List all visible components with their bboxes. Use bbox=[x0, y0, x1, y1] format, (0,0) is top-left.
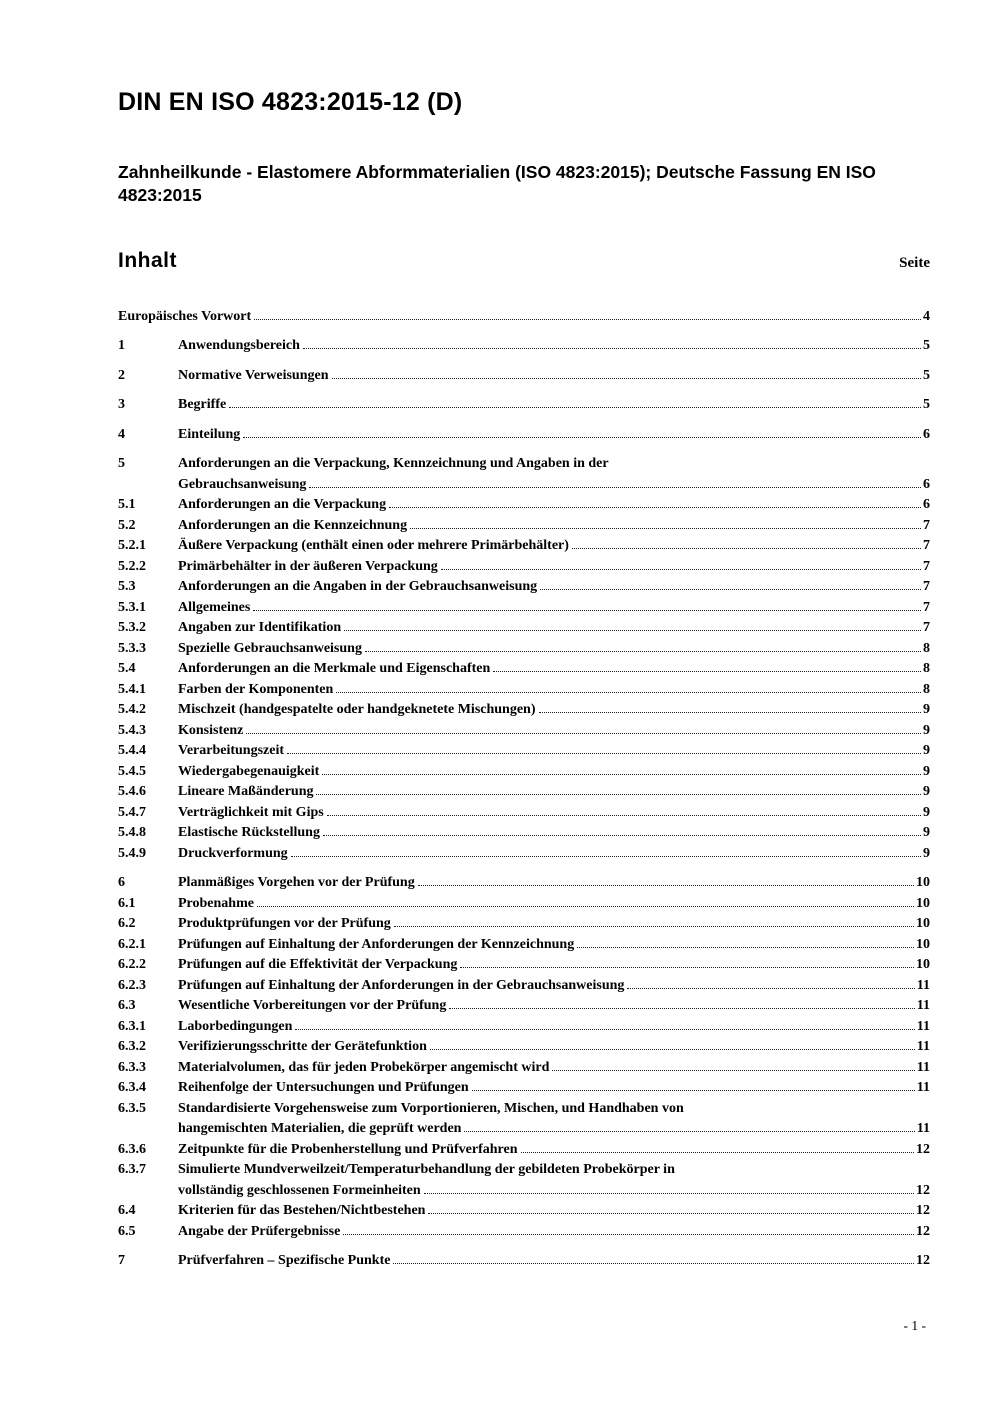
toc-entry-number: 5.4.5 bbox=[118, 763, 146, 779]
toc-entry-title: Anforderungen an die Kennzeichnung bbox=[178, 517, 408, 533]
toc-entry bbox=[118, 1140, 930, 1161]
toc-entry-title: Anforderungen an die Angaben in der Gebrauchsanweisung bbox=[178, 579, 538, 594]
toc-entry-title: Normative Verweisungen bbox=[178, 367, 329, 383]
toc-entry-title: Wiedergabegenauigkeit bbox=[178, 763, 320, 779]
toc-entry-title: Kriterien für das Bestehen/Nichtbestehen bbox=[178, 1203, 426, 1218]
toc-entry-number: 2 bbox=[118, 367, 125, 383]
toc-entry-number: 3 bbox=[118, 397, 125, 412]
toc-entry-number: 5.4.9 bbox=[118, 845, 146, 861]
toc-entry-number: 5.2.1 bbox=[118, 538, 146, 553]
toc-entry-number: 5.4.7 bbox=[118, 804, 146, 820]
toc-entry bbox=[118, 536, 930, 557]
toc-entry-page: 8 bbox=[923, 640, 930, 656]
toc-entry-number: 5.1 bbox=[118, 497, 136, 512]
toc-leader-dots bbox=[291, 856, 921, 857]
toc-entry-page: 12 bbox=[916, 1223, 930, 1239]
toc-entry-page: 10 bbox=[916, 936, 930, 952]
toc-leader-dots bbox=[365, 651, 921, 652]
toc-entry-page: 5 bbox=[923, 397, 930, 412]
toc-entry-page: 6 bbox=[923, 476, 930, 492]
toc-entry bbox=[118, 762, 930, 783]
toc-entry-title: Primärbehälter in der äußeren Verpackung bbox=[178, 558, 438, 574]
toc-entry-title: Farben der Komponenten bbox=[178, 681, 334, 697]
toc-leader-dots bbox=[246, 733, 921, 734]
toc-entry-page: 7 bbox=[923, 538, 930, 553]
toc-entry-number: 5.4.1 bbox=[118, 681, 146, 697]
toc-entry-title: Anforderungen an die Verpackung, Kennzeichnung und Angaben in der bbox=[178, 456, 609, 471]
toc-entry-number: 6.3.1 bbox=[118, 1018, 146, 1034]
toc-header bbox=[118, 249, 930, 273]
toc-entry bbox=[118, 700, 930, 721]
toc-leader-dots bbox=[394, 926, 914, 927]
toc-entry-continuation bbox=[118, 1119, 930, 1140]
toc-entry-number: 6.5 bbox=[118, 1223, 136, 1239]
toc-entry-title: Konsistenz bbox=[178, 722, 244, 738]
toc-entry bbox=[118, 516, 930, 537]
toc-leader-dots bbox=[572, 548, 921, 549]
toc-leader-dots bbox=[539, 712, 922, 713]
toc-entry-continuation bbox=[118, 475, 930, 496]
toc-leader-dots bbox=[322, 774, 921, 775]
toc-entry-page: 6 bbox=[923, 426, 930, 442]
toc-entry-page: 9 bbox=[923, 702, 930, 717]
toc-entry-number: 5.4.8 bbox=[118, 825, 146, 840]
toc-entry-title: Wesentliche Vorbereitungen vor der Prüfung bbox=[178, 998, 447, 1013]
toc-entry-title: Angabe der Prüfergebnisse bbox=[178, 1223, 341, 1239]
toc-entry-number: 6.3.2 bbox=[118, 1039, 146, 1054]
toc-entry bbox=[118, 680, 930, 701]
toc-leader-dots bbox=[552, 1070, 914, 1071]
toc-entry-number: 5 bbox=[118, 456, 125, 471]
toc-entry-continuation bbox=[118, 1181, 930, 1202]
toc-leader-dots bbox=[309, 487, 921, 488]
toc-entry bbox=[118, 721, 930, 742]
toc-entry-title: Anforderungen an die Verpackung bbox=[178, 497, 387, 512]
toc-entry bbox=[118, 1078, 930, 1099]
toc-entry-page: 11 bbox=[916, 1059, 930, 1075]
toc-entry-title: Reihenfolge der Untersuchungen und Prüfungen bbox=[178, 1080, 469, 1095]
toc-entry-number: 1 bbox=[118, 338, 125, 353]
toc-entry-page: 11 bbox=[916, 1018, 930, 1034]
document-title: DIN EN ISO 4823:2015-12 (D) bbox=[118, 88, 463, 116]
toc-leader-dots bbox=[493, 671, 921, 672]
toc-leader-dots bbox=[344, 630, 921, 631]
toc-entry-title: Verifizierungsschritte der Gerätefunktion bbox=[178, 1039, 427, 1054]
toc-entry-page: 8 bbox=[923, 681, 930, 697]
toc-entry bbox=[118, 1058, 930, 1079]
toc-leader-dots bbox=[540, 589, 921, 590]
toc-leader-dots bbox=[389, 507, 921, 508]
toc-entry-title: Planmäßiges Vorgehen vor der Prüfung bbox=[178, 875, 415, 890]
toc-entry-title: hangemischten Materialien, die geprüft werden bbox=[178, 1121, 462, 1136]
toc-leader-dots bbox=[295, 1029, 914, 1030]
toc-entry bbox=[118, 1017, 930, 1038]
toc-entry-title: Prüfungen auf die Effektivität der Verpackung bbox=[178, 957, 458, 972]
toc-entry-page: 11 bbox=[916, 1039, 930, 1054]
toc-entry-page: 7 bbox=[923, 579, 930, 594]
toc-entry bbox=[118, 996, 930, 1017]
toc-entry-page: 12 bbox=[916, 1141, 930, 1157]
toc-entry-title: Standardisierte Vorgehensweise zum Vorportionieren, Mischen, und Handhaben von bbox=[178, 1100, 684, 1116]
toc-entry-number: 5.3 bbox=[118, 579, 136, 594]
toc-entry-number: 5.3.2 bbox=[118, 620, 146, 635]
toc-entry-page: 9 bbox=[923, 804, 930, 820]
toc-entry-page: 5 bbox=[923, 367, 930, 383]
toc-leader-dots bbox=[316, 794, 921, 795]
toc-entry-number: 6.2.3 bbox=[118, 977, 146, 993]
toc-entry-title: Gebrauchsanweisung bbox=[178, 476, 307, 492]
toc-entry-number: 5.4.2 bbox=[118, 702, 146, 717]
toc-page-column-label: Seite bbox=[899, 254, 930, 271]
toc-entry-page: 7 bbox=[923, 558, 930, 574]
toc-leader-dots bbox=[410, 528, 921, 529]
toc-leader-dots bbox=[243, 437, 921, 438]
toc-entry-number: 5.3.3 bbox=[118, 640, 146, 656]
toc-entry bbox=[118, 914, 930, 935]
toc-entry-page: 10 bbox=[916, 957, 930, 972]
toc-leader-dots bbox=[430, 1049, 915, 1050]
toc-leader-dots bbox=[303, 348, 921, 349]
toc-entry bbox=[118, 639, 930, 660]
toc-entry-page: 9 bbox=[923, 763, 930, 779]
toc-leader-dots bbox=[332, 378, 922, 379]
toc-entry-page: 12 bbox=[916, 1182, 930, 1198]
toc-entry-number: 6.2 bbox=[118, 916, 136, 931]
toc-entry bbox=[118, 618, 930, 639]
toc-entry-number: 5.4.3 bbox=[118, 722, 146, 738]
toc-entry-number: 5.2 bbox=[118, 517, 136, 533]
toc-entry-page: 9 bbox=[923, 825, 930, 840]
toc-entry bbox=[118, 1160, 930, 1181]
toc-entry bbox=[118, 1037, 930, 1058]
toc-entry-number: 6 bbox=[118, 875, 125, 890]
toc-entry bbox=[118, 1099, 930, 1120]
toc-leader-dots bbox=[577, 947, 914, 948]
toc-entry-number: 5.4 bbox=[118, 661, 136, 676]
toc-entry bbox=[118, 1251, 930, 1272]
toc-entry-number: 6.2.2 bbox=[118, 957, 146, 972]
toc-leader-dots bbox=[287, 753, 921, 754]
toc-entry bbox=[118, 741, 930, 762]
toc-entry bbox=[118, 894, 930, 915]
toc-leader-dots bbox=[327, 815, 921, 816]
toc-entry-number: 5.3.1 bbox=[118, 599, 146, 615]
toc-entry bbox=[118, 366, 930, 387]
toc-leader-dots bbox=[521, 1152, 914, 1153]
toc-entry-number: 6.3.6 bbox=[118, 1141, 146, 1157]
toc-entry-page: 12 bbox=[916, 1253, 930, 1268]
toc-entry bbox=[118, 577, 930, 598]
toc-entry-number: 6.3.4 bbox=[118, 1080, 146, 1095]
toc-leader-dots bbox=[449, 1008, 914, 1009]
toc-entry bbox=[118, 1201, 930, 1222]
toc-entry-title: Begriffe bbox=[178, 397, 227, 412]
toc-leader-dots bbox=[424, 1193, 914, 1194]
toc-leader-dots bbox=[472, 1090, 915, 1091]
toc-entry bbox=[118, 557, 930, 578]
toc-leader-dots bbox=[323, 835, 921, 836]
toc-entry-title: Prüfungen auf Einhaltung der Anforderungen in der Gebrauchsanweisung bbox=[178, 977, 625, 993]
toc-entry-page: 8 bbox=[923, 661, 930, 676]
toc-entry-page: 11 bbox=[916, 998, 930, 1013]
toc-heading: Inhalt bbox=[118, 248, 177, 272]
toc-entry-title: Allgemeines bbox=[178, 599, 251, 615]
toc-entry bbox=[118, 659, 930, 680]
toc-entry-number: 5.4.4 bbox=[118, 743, 146, 758]
footer-page-number: - 1 - bbox=[903, 1318, 926, 1333]
toc-entry-title: Druckverformung bbox=[178, 845, 288, 861]
toc-entry-title: Produktprüfungen vor der Prüfung bbox=[178, 916, 391, 931]
toc-leader-dots bbox=[418, 885, 914, 886]
toc-entry bbox=[118, 425, 930, 446]
toc-leader-dots bbox=[441, 569, 921, 570]
toc-entry-page: 10 bbox=[916, 895, 930, 911]
toc-leader-dots bbox=[254, 319, 921, 320]
toc-entry bbox=[118, 976, 930, 997]
toc-entry-title: Einteilung bbox=[178, 426, 241, 442]
toc-entry-title: Verarbeitungszeit bbox=[178, 743, 285, 758]
toc-entry bbox=[118, 803, 930, 824]
toc-entry-page: 9 bbox=[923, 743, 930, 758]
toc-entry-title: Materialvolumen, das für jeden Probekörper angemischt wird bbox=[178, 1059, 550, 1075]
toc-entry bbox=[118, 598, 930, 619]
toc-entry-number: 7 bbox=[118, 1253, 125, 1268]
toc-entry-title: vollständig geschlossenen Formeinheiten bbox=[178, 1182, 421, 1198]
toc-entry-title: Verträglichkeit mit Gips bbox=[178, 804, 324, 820]
toc-entry-number: 6.3.3 bbox=[118, 1059, 146, 1075]
toc-entry-page: 7 bbox=[923, 599, 930, 615]
toc-entry-number: 5.2.2 bbox=[118, 558, 146, 574]
toc-entry bbox=[118, 935, 930, 956]
toc-entry bbox=[118, 307, 930, 328]
toc-leader-dots bbox=[257, 906, 914, 907]
toc-entry-title: Laborbedingungen bbox=[178, 1018, 293, 1034]
toc-entry-page: 10 bbox=[916, 916, 930, 931]
toc-entry-title: Zeitpunkte für die Probenherstellung und Prüfverfahren bbox=[178, 1141, 518, 1157]
toc-entry-page: 5 bbox=[923, 338, 930, 353]
toc-leader-dots bbox=[428, 1213, 914, 1214]
toc-entry-title: Spezielle Gebrauchsanweisung bbox=[178, 640, 362, 656]
toc-entry bbox=[118, 782, 930, 803]
toc-entry-number: 6.2.1 bbox=[118, 936, 146, 952]
toc-entry bbox=[118, 955, 930, 976]
toc-entry-number: 5.4.6 bbox=[118, 784, 146, 799]
toc-entry bbox=[118, 495, 930, 516]
toc-entry bbox=[118, 1222, 930, 1243]
toc-entry bbox=[118, 823, 930, 844]
toc-entry-title: Probenahme bbox=[178, 895, 254, 911]
toc-entry bbox=[118, 454, 930, 475]
toc-entry-page: 7 bbox=[923, 620, 930, 635]
toc-entry-number: 6.1 bbox=[118, 895, 136, 911]
toc-entry-title: Lineare Maßänderung bbox=[178, 784, 314, 799]
toc-list bbox=[118, 307, 930, 1272]
toc-entry bbox=[118, 395, 930, 416]
toc-entry bbox=[118, 873, 930, 894]
toc-entry-title: Äußere Verpackung (enthält einen oder mehrere Primärbehälter) bbox=[178, 538, 569, 553]
toc-entry-title: Anwendungsbereich bbox=[178, 338, 300, 353]
toc-entry-page: 6 bbox=[923, 497, 930, 512]
toc-entry-title: Angaben zur Identifikation bbox=[178, 620, 342, 635]
toc-entry-title: Prüfverfahren – Spezifische Punkte bbox=[178, 1253, 391, 1268]
toc-leader-dots bbox=[336, 692, 921, 693]
toc-leader-dots bbox=[464, 1131, 914, 1132]
toc-entry-title: Prüfungen auf Einhaltung der Anforderungen der Kennzeichnung bbox=[178, 936, 575, 952]
toc-entry-page: 4 bbox=[923, 308, 930, 324]
toc-entry-page: 7 bbox=[923, 517, 930, 533]
toc-leader-dots bbox=[229, 407, 921, 408]
toc-entry-page: 9 bbox=[923, 722, 930, 738]
toc-entry bbox=[118, 336, 930, 357]
toc-leader-dots bbox=[627, 988, 914, 989]
toc-entry-number: 6.3.7 bbox=[118, 1162, 146, 1177]
toc-entry-title: Anforderungen an die Merkmale und Eigenschaften bbox=[178, 661, 491, 676]
toc-entry-title: Simulierte Mundverweilzeit/Temperaturbehandlung der gebildeten Probekörper in bbox=[178, 1162, 675, 1177]
toc-entry-page: 11 bbox=[916, 1080, 930, 1095]
toc-leader-dots bbox=[253, 610, 921, 611]
toc-entry-page: 9 bbox=[923, 784, 930, 799]
toc-entry-page: 10 bbox=[916, 875, 930, 890]
toc-entry-page: 12 bbox=[916, 1203, 930, 1218]
toc-entry-number: 6.4 bbox=[118, 1203, 136, 1218]
toc-entry-page: 9 bbox=[923, 845, 930, 861]
toc-leader-dots bbox=[460, 967, 914, 968]
toc-entry-title: Elastische Rückstellung bbox=[178, 825, 320, 840]
toc-entry bbox=[118, 844, 930, 865]
document-subtitle: Zahnheilkunde - Elastomere Abformmaterialien (ISO 4823:2015); Deutsche Fassung EN ISO 4823:2015 bbox=[118, 162, 876, 205]
toc-entry-title: Europäisches Vorwort bbox=[118, 308, 252, 324]
toc-entry-number: 4 bbox=[118, 426, 125, 442]
toc-entry-title: Mischzeit (handgespatelte oder handgeknetete Mischungen) bbox=[178, 702, 536, 717]
toc-entry-page: 11 bbox=[916, 1121, 930, 1136]
toc-entry-number: 6.3.5 bbox=[118, 1100, 146, 1116]
toc-entry-page: 11 bbox=[916, 977, 930, 993]
toc-leader-dots bbox=[393, 1263, 914, 1264]
toc-entry-number: 6.3 bbox=[118, 998, 136, 1013]
toc-leader-dots bbox=[343, 1234, 914, 1235]
